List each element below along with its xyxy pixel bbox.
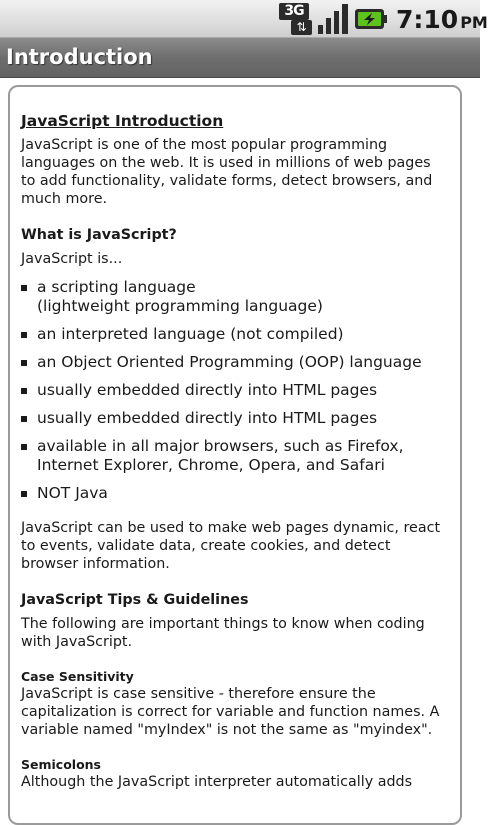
article-uses: JavaScript can be used to make web pages dynamic, react to events, validate data, create cookies, and detect browser information.: [21, 520, 441, 572]
network-type-label: 3G: [279, 3, 309, 20]
semicolons-heading: Semicolons: [21, 757, 101, 772]
tips-lead: The following are important things to know when coding with JavaScript.: [21, 616, 425, 650]
list-item-text: NOT Java: [37, 484, 108, 502]
signal-strength-icon: [317, 3, 351, 35]
list-item-subtext: (lightweight programming language): [37, 297, 323, 315]
clock-ampm: PM: [460, 13, 488, 32]
semicolons-text: Although the JavaScript interpreter automatically adds: [21, 774, 413, 790]
list-item: [21, 353, 449, 372]
network-activity-arrows: ⇅: [291, 20, 312, 35]
list-item: [21, 278, 449, 316]
feature-list: [21, 278, 449, 503]
list-item: [21, 325, 449, 344]
list-item-text: an interpreted language (not compiled): [37, 325, 344, 343]
bullet-icon: [21, 285, 27, 291]
status-clock: [396, 0, 488, 38]
case-sensitivity-text: JavaScript is case sensitive - therefore ensure the capitalization is correct for variable and function names. A variable named "myIndex" is not the same as "myindex".: [21, 686, 440, 738]
battery-charging-icon: [354, 8, 388, 30]
bullet-icon: [21, 444, 27, 450]
article-container[interactable]: [8, 85, 462, 825]
list-item-text: usually embedded directly into HTML pages: [37, 381, 378, 399]
list-item: [21, 409, 449, 428]
bullet-icon: [21, 388, 27, 394]
clock-time: 7:10: [396, 5, 459, 34]
page-title: Introduction: [6, 45, 153, 69]
list-item-text: an Object Oriented Programming (OOP) language: [37, 353, 422, 371]
network-3g-icon: [279, 3, 312, 35]
bullet-icon: [21, 332, 27, 338]
list-item-text: a scripting language: [37, 278, 196, 296]
bullet-icon: [21, 491, 27, 497]
list-item-text: usually embedded directly into HTML pages: [37, 409, 378, 427]
status-bar: [0, 0, 488, 38]
case-sensitivity-heading: Case Sensitivity: [21, 669, 134, 684]
list-item: [21, 381, 449, 400]
bullet-icon: [21, 416, 27, 422]
bullet-icon: [21, 360, 27, 366]
title-bar: [0, 38, 480, 78]
list-item: [21, 437, 449, 475]
article-title: JavaScript Introduction: [21, 112, 224, 130]
what-is-heading: What is JavaScript?: [21, 227, 177, 243]
tips-heading: JavaScript Tips & Guidelines: [21, 592, 249, 608]
what-is-lead: JavaScript is...: [21, 251, 123, 267]
list-item: [21, 484, 449, 503]
list-item-text: available in all major browsers, such as Firefox, Internet Explorer, Chrome, Opera, and Safari: [37, 437, 404, 474]
article-intro: JavaScript is one of the most popular programming languages on the web. It is used in millions of web pages to add functionality, validate forms, detect browsers, and much more.: [21, 137, 433, 207]
article-content: [10, 87, 460, 791]
